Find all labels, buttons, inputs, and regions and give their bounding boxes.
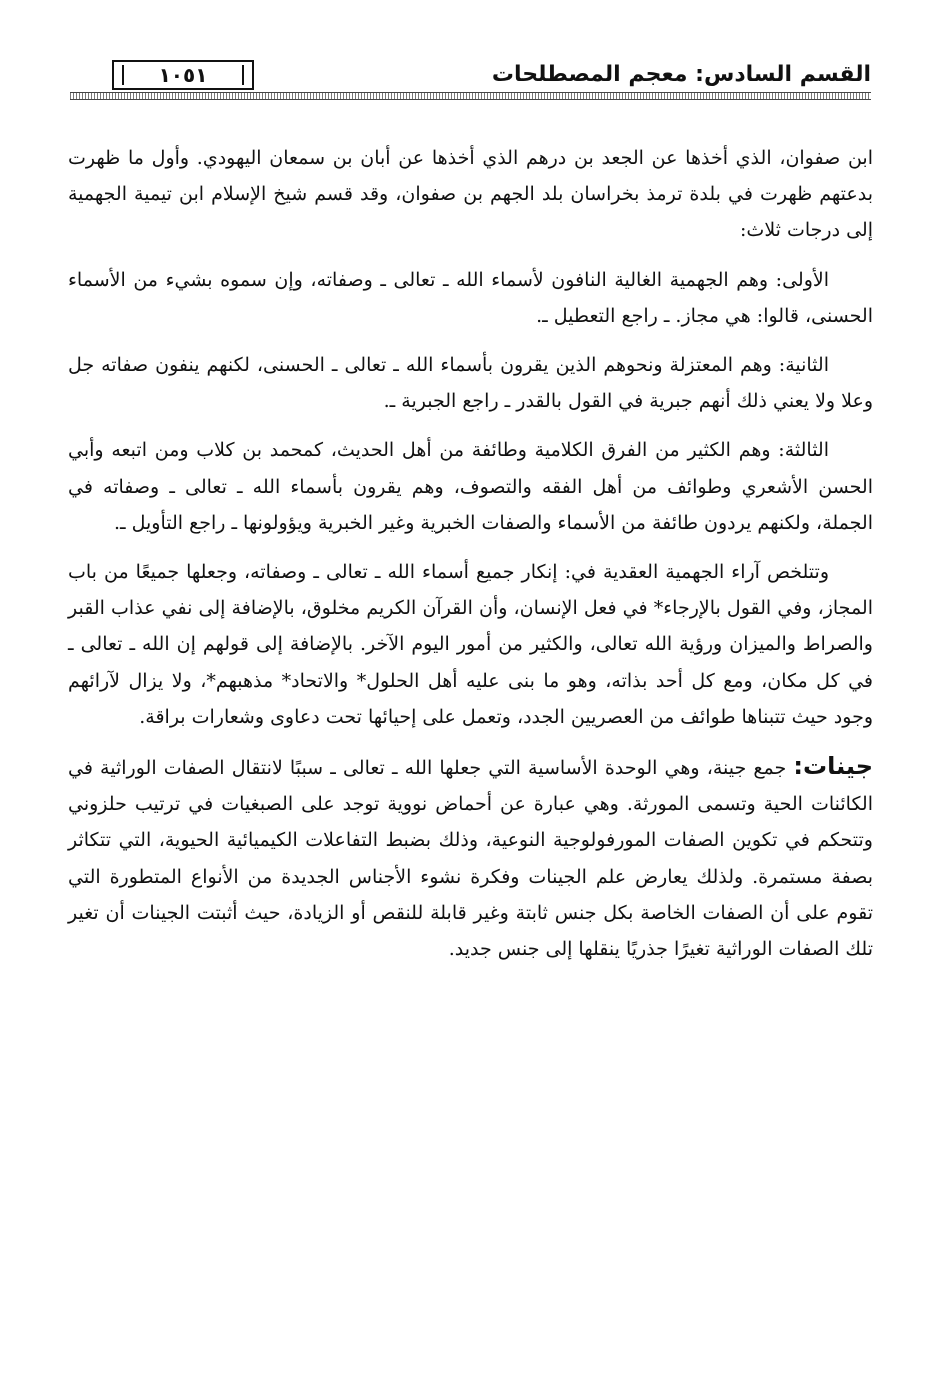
header-divider [70,92,871,100]
paragraph-first-degree: الأولى: وهم الجهمية الغالية النافون لأسماء الله ـ تعالى ـ وصفاته، وإن سموه بشيء من الأسماء الحسنى، قالوا: هي مجاز. ـ راجع التعطيل ـ. [68,268,873,327]
entry-definition: جمع جينة، وهي الوحدة الأساسية التي جعلها الله ـ تعالى ـ سببًا لانتقال الصفات الوراثية في الكائنات الحية وتسمى المورثة. وهي عبارة عن أحماض نووية توجد على الصبغيات في ترتيب حلزوني وتتحكم في تكوين الصفات المورفولوجية النوعية، وذلك بضبط التفاعلات الكيميائية الحيوية، التي تتكاثر بصفة مستمرة. ولذلك يعارض علم الجينات وفكرة نشوء الأجناس الجديدة من الأنواع المتطورة التي تقوم على أن الصفات الخاصة بكل جنس ثابتة وغير قابلة للنقص أو الزيادة، حيث أثبتت الجينات أن تغير تلك الصفات الوراثية تغيرًا جذريًا ينقلها إلى جنس جديد. [68,757,873,961]
paragraph-jahmiyya-summary: وتتلخص آراء الجهمية العقدية في: إنكار جميع أسماء الله ـ تعالى ـ وصفاته، وجعلها جميعًا من باب المجاز، وفي القول بالإرجاء* في فعل الإنسان، وأن القرآن الكريم مخلوق، بالإضافة إلى نفي عذاب القبر والصراط والميزان ورؤية الله تعالى، والكثير من أمور اليوم الآخر. بالإضافة إلى قولهم إن الله ـ تعالى ـ في كل مكان، ومع كل أحد بذاته، وهو ما بنى عليه أهل الحلول* والاتحاد* مذهبهم*، ولا يزال لآرائهم وجود حيث تتبناها طوائف من العصريين الجدد، وتعمل على إحيائها تحت دعاوى وشعارات براقة. [68,561,873,728]
page-body [68,140,873,967]
section-title: القسم السادس: معجم المصطلحات [491,62,871,87]
entry-genes [68,748,873,967]
page-header [70,56,871,102]
entry-term: جينات: [793,752,874,781]
paragraph-continuation: ابن صفوان، الذي أخذها عن الجعد بن درهم الذي أخذها عن أبان بن سمعان اليهودي. وأول ما ظهرت بدعتهم ظهرت في بلدة ترمذ بخراسان بلد الجهم بن صفوان، وقد قسم شيخ الإسلام ابن تيمية الجهمية إلى درجات ثلاث: [68,147,873,242]
page-number: ١٠٥١ [112,60,254,90]
paragraph-third-degree: الثالثة: وهم الكثير من الفرق الكلامية وطائفة من أهل الحديث، كمحمد بن كلاب ومن اتبعه وأبي الحسن الأشعري وطوائف من أهل الفقه والتصوف، وهم يقرون بأسماء الله ـ تعالى ـ وصفاته في الجملة، ولكنهم يردون طائفة من الأسماء والصفات الخبرية وغير الخبرية ويؤولونها ـ راجع التأويل ـ. [68,439,873,534]
paragraph-second-degree: الثانية: وهم المعتزلة ونحوهم الذين يقرون بأسماء الله ـ تعالى ـ الحسنى، لكنهم ينفون صفاته جل وعلا ولا يعني ذلك أنهم جبرية في القول بالقدر ـ راجع الجبرية ـ. [68,354,873,413]
